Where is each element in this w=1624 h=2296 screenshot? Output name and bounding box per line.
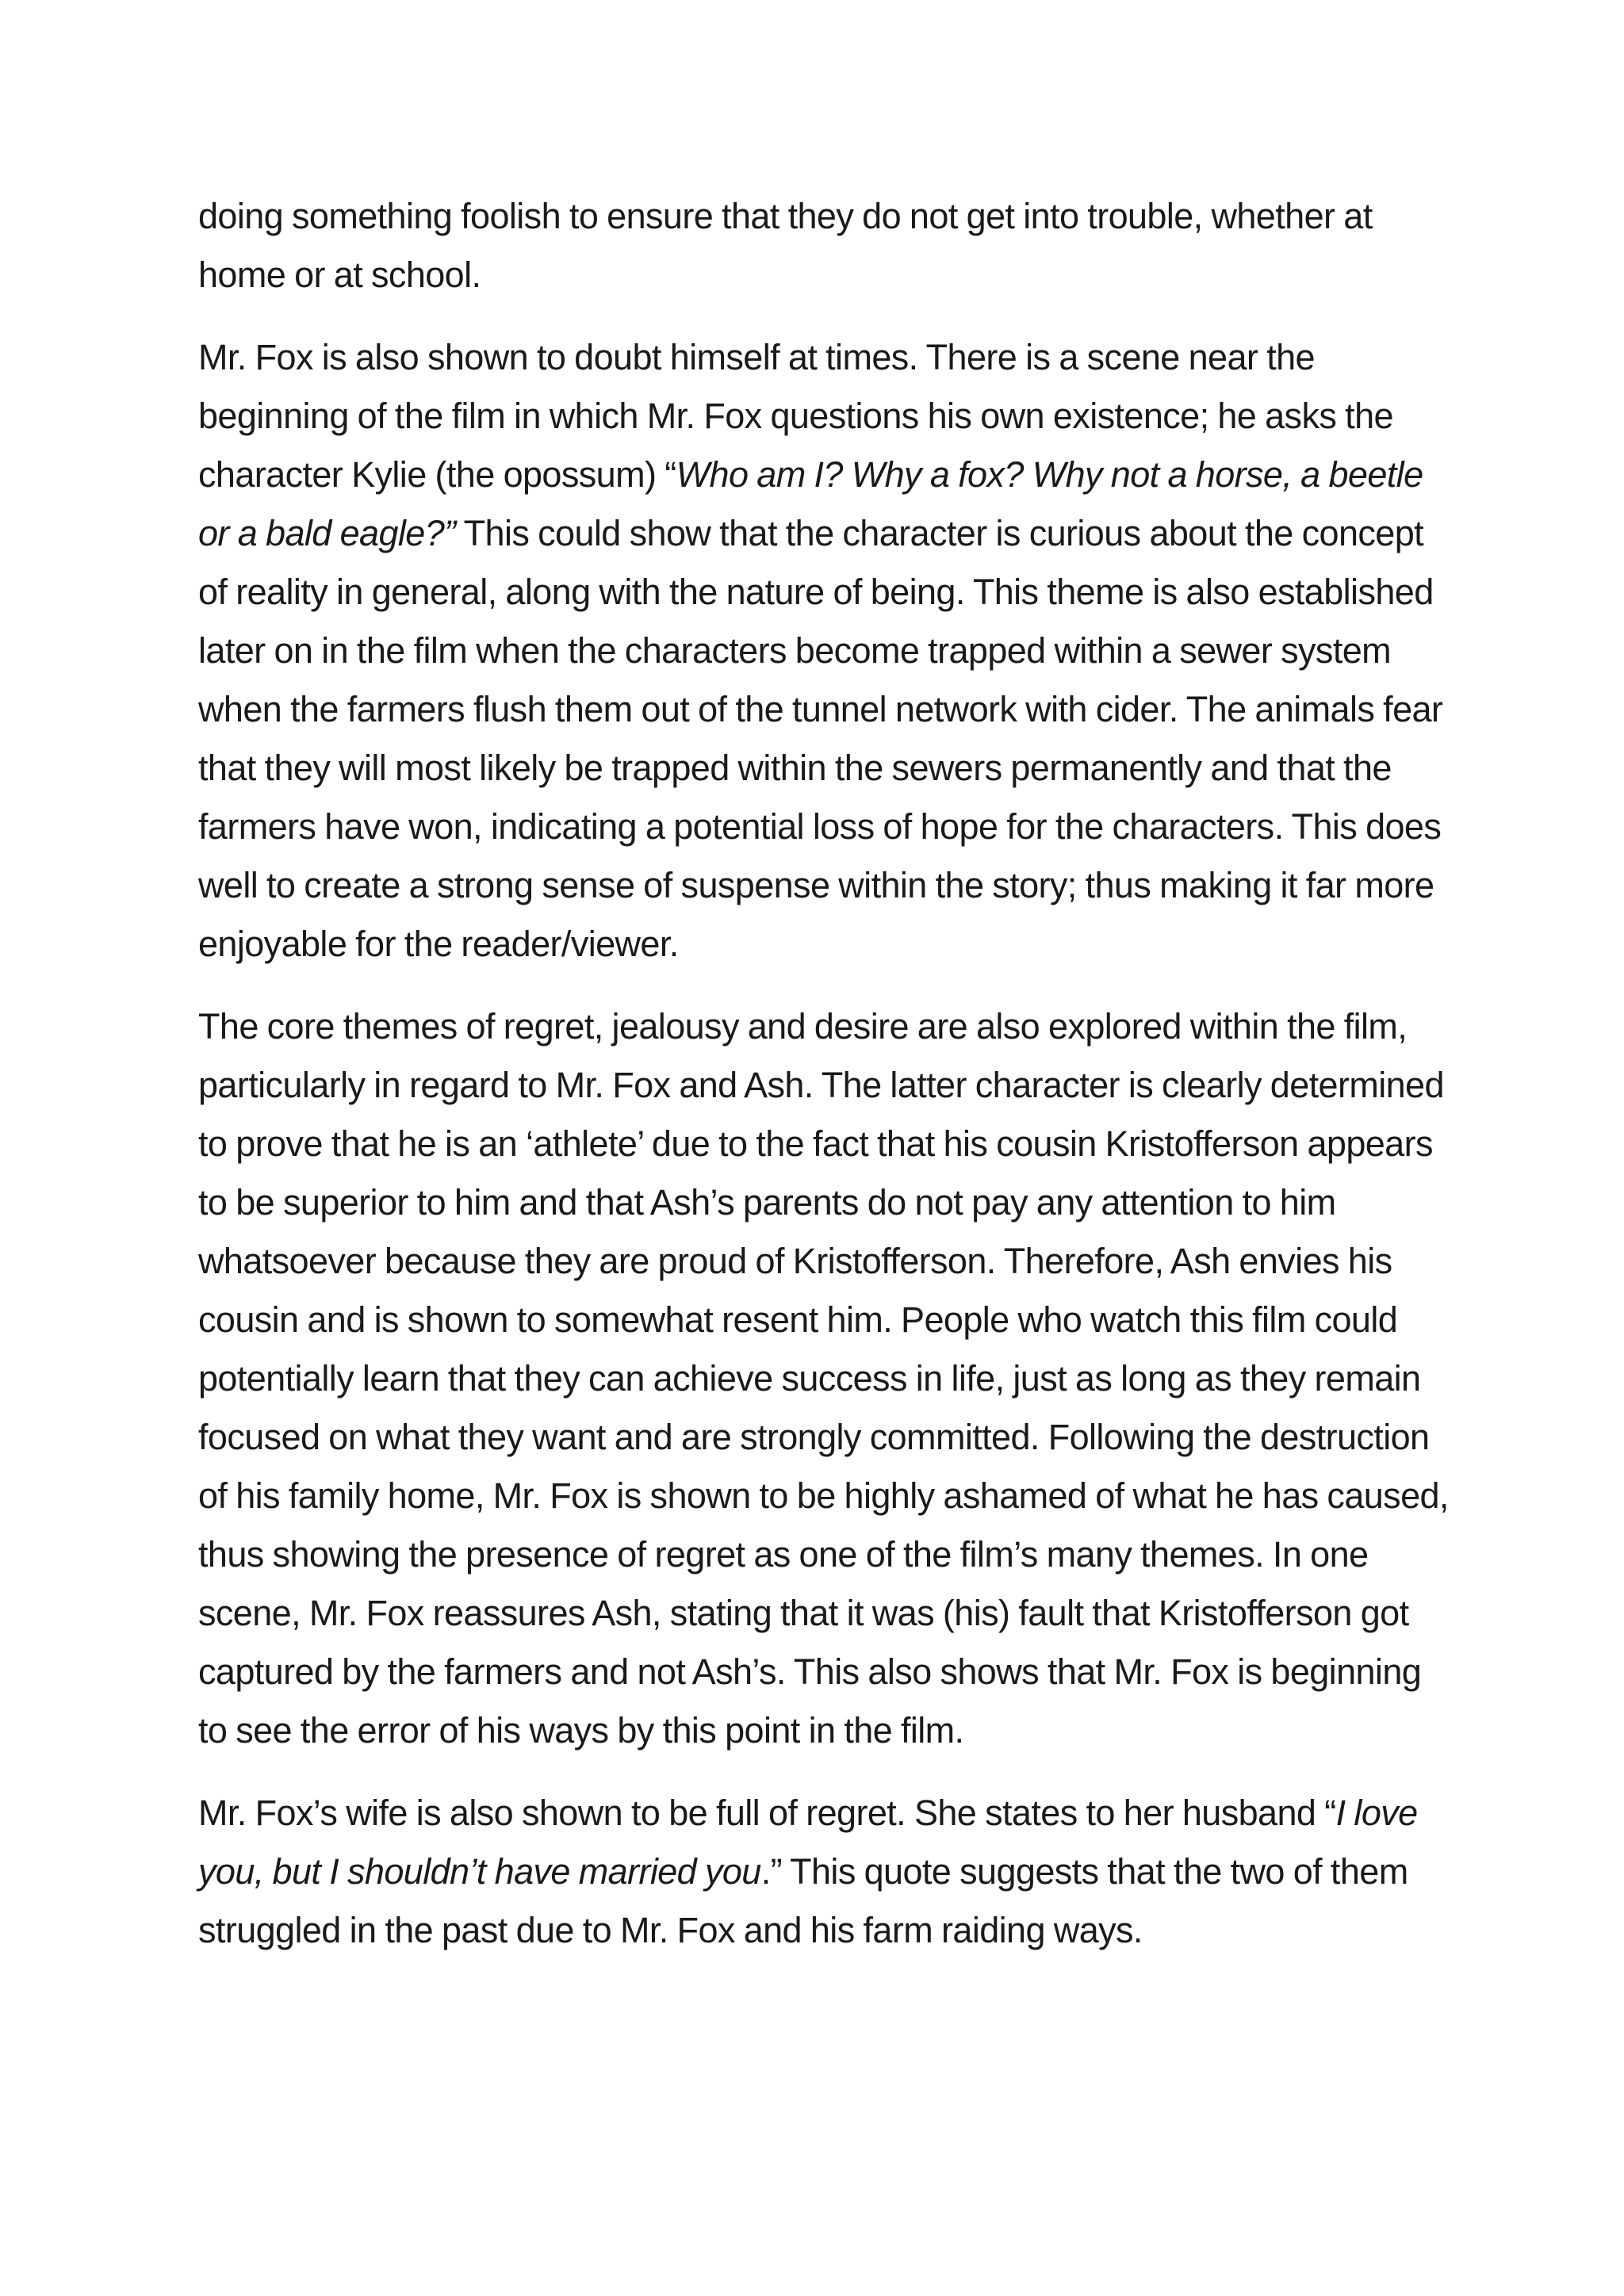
- paragraph-2-text-end: This could show that the character is curious about the concept of reality in general, along with the nature of being. This theme is also established later on in the film when the characters become trapped within a sewer system when the farmers flush them out of the tunnel network with cider. The animals fear that they will most likely be trapped within the sewers permanently and that the farmers have won, indicating a potential loss of hope for the characters. This does well to create a strong sense of suspense within the story; thus making it far more enjoyable for the reader/viewer.: [198, 513, 1443, 964]
- paragraph-2: [198, 328, 1451, 974]
- paragraph-2-quote: Who am I? Why a fox? Why not a horse, a beetle or a bald eagle?”: [198, 454, 1423, 553]
- paragraph-2-text-start: Mr. Fox is also shown to doubt himself at times. There is a scene near the beginning of the film in which Mr. Fox questions his own existence; he asks the character Kylie (the opossum) “: [198, 337, 1393, 495]
- paragraph-4: [198, 1784, 1451, 1960]
- paragraph-4-quote: I love you, but I shouldn’t have married you: [198, 1793, 1418, 1892]
- paragraph-4-text-start: Mr. Fox’s wife is also shown to be full of regret. She states to her husband “: [198, 1793, 1336, 1833]
- paragraph-4-text-end: .” This quote suggests that the two of them struggled in the past due to Mr. Fox and his farm raiding ways.: [198, 1851, 1408, 1950]
- paragraph-3-text: The core themes of regret, jealousy and desire are also explored within the film, particularly in regard to Mr. Fox and Ash. The latter character is clearly determined to prove that he is an ‘athlete’ due to the fact that his cousin Kristofferson appears to be superior to him and that Ash’s parents do not pay any attention to him whatsoever because they are proud of Kristofferson. Therefore, Ash envies his cousin and is shown to somewhat resent him. People who watch this film could potentially learn that they can achieve success in life, just as long as they remain focused on what they want and are strongly committed. Following the destruction of his family home, Mr. Fox is shown to be highly ashamed of what he has caused, thus showing the presence of regret as one of the film’s many themes. In one scene, Mr. Fox reassures Ash, stating that it was (his) fault that Kristofferson got captured by the farmers and not Ash’s. This also shows that Mr. Fox is beginning to see the error of his ways by this point in the film.: [198, 1006, 1449, 1751]
- document-page: [198, 187, 1451, 1984]
- paragraph-3: [198, 997, 1451, 1760]
- paragraph-1: [198, 187, 1451, 304]
- paragraph-1-text: doing something foolish to ensure that they do not get into trouble, whether at home or at school.: [198, 196, 1373, 295]
